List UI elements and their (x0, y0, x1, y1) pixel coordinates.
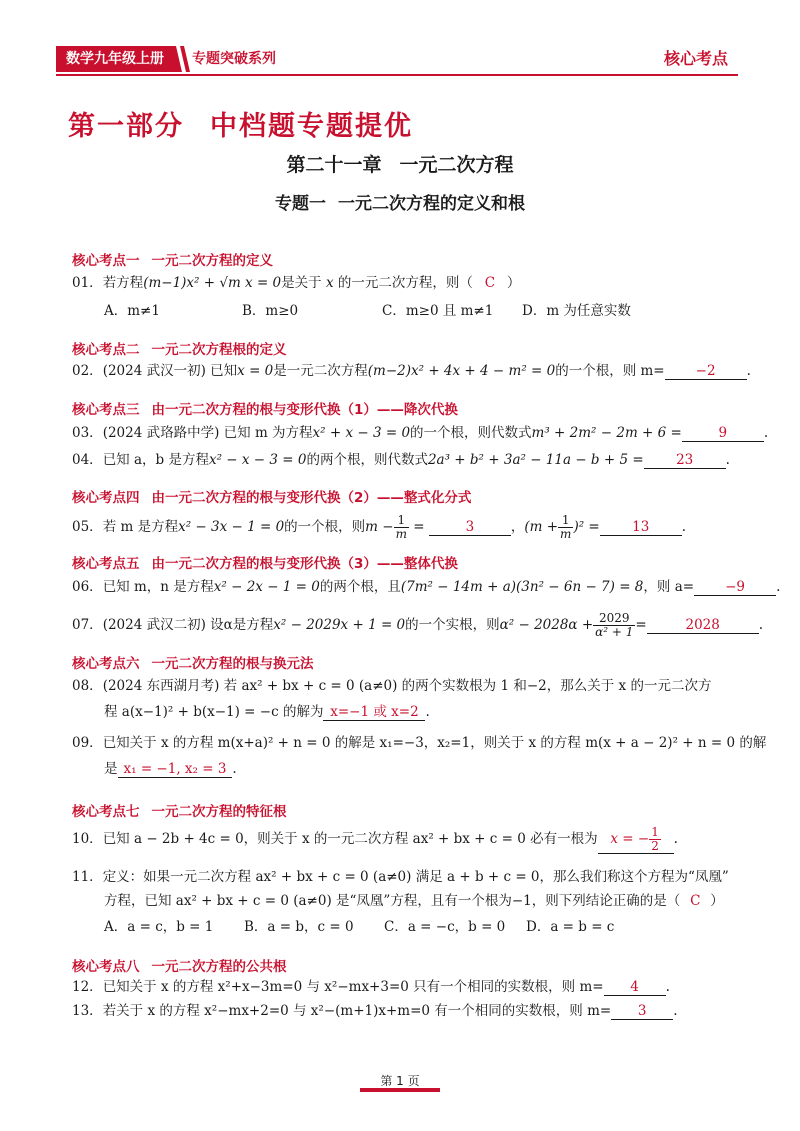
q01-options (104, 302, 631, 320)
section-heading-5 (72, 552, 458, 572)
fraction-denominator: α² + 1 (595, 625, 634, 639)
question-text: ） (506, 275, 521, 291)
part-title-text: 中档题专题提优 (210, 111, 413, 142)
book-label: 数学九年级上册 (56, 46, 176, 72)
question-text: . (758, 617, 763, 633)
question-08 (72, 677, 711, 695)
question-text: 已知关于 x 的方程 x²+x−3m=0 与 x²−mx+3=0 只有一个相同的实数根，则 m= (102, 979, 604, 995)
question-text: = (635, 617, 647, 633)
question-number: 11． (72, 869, 103, 885)
header-divider (56, 74, 738, 76)
answer-q13: 3 (611, 1003, 673, 1020)
question-09-line2 (104, 760, 237, 778)
question-03 (72, 424, 768, 442)
math-expression: x = 0 (237, 363, 274, 379)
math-expression: x² − 2029x + 1 = 0 (273, 617, 406, 633)
answer-q10-sign: x = − (610, 831, 650, 847)
question-number: 13． (72, 1003, 103, 1019)
question-text: 是关于 (281, 275, 322, 291)
answer-q09: x₁ = −1, x₂ = 3 (118, 761, 233, 778)
option-a: A．a = c，b = 1 (104, 919, 214, 935)
fraction (394, 514, 409, 541)
math-expression: )² = (573, 519, 600, 535)
question-text: 已知关于 x 的方程 m(x+a)² + n = 0 的解是 x₁=−3，x₂=1，则关于 x 的方程 m(x + a − 2)² + n = 0 的解 (102, 735, 767, 751)
question-number: 01． (72, 275, 103, 291)
section-heading-2 (72, 338, 287, 358)
answer-q11: C (690, 893, 701, 909)
question-text: 若 m 是方程 (102, 519, 179, 535)
fraction (649, 826, 661, 853)
section-heading-3 (72, 398, 458, 418)
question-text: 已知 m，n 是方程 (102, 579, 214, 595)
question-text: 是 (104, 761, 118, 777)
fraction-denominator: m (395, 527, 407, 541)
section-name: 一元二次方程的根与换元法 (151, 656, 314, 672)
question-text: 若关于 x 的方程 x²−mx+2=0 与 x²−(m+1)x+m=0 有一个相同的实数根，则 m= (102, 1003, 612, 1019)
question-text: (2024 武汉一初) 已知 (102, 363, 238, 379)
question-text: 的一元二次方程，则（ (337, 275, 473, 291)
question-text: . (673, 1003, 678, 1019)
section-heading-6 (72, 652, 314, 672)
section-heading-4 (72, 486, 471, 506)
part-title (68, 104, 413, 143)
math-expression: x² + x − 3 = 0 (312, 425, 411, 441)
option-d: D．a = b = c (526, 919, 615, 935)
question-text: 方程，已知 ax² + bx + c = 0 (a≠0) 是“凤凰”方程，且有一个根为−1，则下列结论正确的是（ (104, 893, 681, 909)
question-text: 的一个根，则 (284, 519, 366, 535)
q11-options (104, 918, 614, 936)
section-heading-8 (72, 955, 287, 975)
topic-title (0, 189, 800, 214)
chapter-title (0, 150, 800, 177)
question-text: 若方程 (102, 275, 144, 291)
question-text: 的两个根，则代数式 (306, 452, 428, 468)
chapter-name: 一元二次方程 (399, 154, 514, 176)
fraction (593, 612, 635, 639)
question-text: . (681, 519, 687, 535)
math-expression: x² − 3x − 1 = 0 (178, 519, 285, 535)
page-header (0, 44, 800, 78)
question-09 (72, 734, 766, 752)
question-07 (72, 612, 763, 639)
question-06 (72, 578, 780, 596)
question-text: ） (710, 893, 724, 909)
option-c: C．a = −c，b = 0 (384, 919, 506, 935)
section-heading-1 (72, 249, 273, 269)
question-number: 06． (72, 579, 103, 595)
math-expression: m³ + 2m² − 2m + 6 = (531, 425, 682, 441)
fraction-denominator: 2 (651, 839, 659, 853)
question-text: 的一个根，则 m= (555, 363, 665, 379)
math-variable: x (325, 275, 334, 291)
answer-q12: 4 (604, 979, 666, 996)
question-text: 程 a(x−1)² + b(x−1) = −c 的解为 (104, 704, 324, 720)
option-b: B．a = b，c = 0 (244, 919, 354, 935)
question-text: 已知 a，b 是方程 (102, 452, 209, 468)
question-number: 05． (72, 519, 103, 535)
question-13 (72, 1002, 678, 1020)
question-number: 12． (72, 979, 103, 995)
section-label: 核心考点二 (72, 342, 140, 358)
question-11 (72, 868, 729, 886)
section-name: 由一元二次方程的根与变形代换（2）——整式化分式 (151, 490, 472, 506)
answer-q01: C (484, 275, 496, 291)
fraction-denominator: m (560, 527, 572, 541)
topic-name: 一元二次方程的定义和根 (338, 194, 525, 214)
footer-accent-bar (360, 1088, 440, 1092)
option-d: D．m 为任意实数 (522, 303, 631, 319)
section-name: 由一元二次方程的根与变形代换（3）——整体代换 (151, 556, 458, 572)
answer-q06: −9 (694, 579, 776, 596)
section-name: 一元二次方程的定义 (151, 253, 273, 269)
answer-q03: 9 (682, 425, 764, 442)
question-text: 的一个根，则代数式 (410, 425, 532, 441)
page-number: 第 1 页 (380, 1074, 420, 1088)
fraction-numerator: 1 (394, 514, 409, 528)
question-text: ，则 a= (643, 579, 695, 595)
question-08-line2 (104, 703, 430, 721)
header-section-label: 核心考点 (663, 49, 728, 68)
question-text: . (673, 831, 678, 847)
question-number: 07． (72, 617, 103, 633)
math-expression: x² − 2x − 1 = 0 (213, 579, 320, 595)
chapter-number: 第二十一章 (286, 154, 382, 176)
math-expression: (7m² − 14m + a)(3n² − 6n − 7) = 8 (400, 579, 644, 595)
question-text: 已知 a − 2b + 4c = 0，则关于 x 的一元二次方程 ax² + bx + c = 0 必有一根为 (102, 831, 598, 847)
question-05: 05．若 m 是方程x² − 3x − 1 = 0的一个根，则m − $\frac{1}{m}$ = 3 ，(m + $\frac{1}{m}$ )² = 13 . (72, 513, 687, 541)
question-01 (72, 274, 520, 292)
question-number: 09． (72, 735, 103, 751)
answer-q05-2: 13 (600, 519, 682, 536)
question-text: . (776, 579, 781, 595)
question-text: (2024 武汉二初) 设α是方程 (102, 617, 274, 633)
section-name: 一元二次方程根的定义 (151, 342, 287, 358)
question-text: (2024 东西湖月考) 若 ax² + bx + c = 0 (a≠0) 的两个实数根为 1 和−2，那么关于 x 的一元二次方 (102, 678, 712, 694)
fraction-numerator: 2029 (593, 612, 635, 626)
header-slash-decoration (168, 46, 192, 72)
question-text: . (665, 979, 670, 995)
question-text: . (232, 761, 237, 777)
section-label: 核心考点四 (72, 490, 140, 506)
section-label: 核心考点一 (72, 253, 140, 269)
answer-q02: −2 (665, 363, 747, 380)
section-name: 一元二次方程的公共根 (151, 959, 287, 975)
fraction-numerator: 1 (558, 514, 573, 528)
question-text: 定义：如果一元二次方程 ax² + bx + c = 0 (a≠0) 满足 a + b + c = 0，那么我们称这个方程为“凤凰” (102, 869, 729, 885)
section-label: 核心考点七 (72, 804, 140, 820)
section-heading-7 (72, 800, 287, 820)
option-a: A．m≠1 (104, 303, 160, 319)
math-expression: α² − 2028α + (499, 617, 594, 633)
series-label: 专题突破系列 (192, 51, 276, 67)
math-expression: (m−1)x² + √m x = 0 (143, 275, 282, 291)
question-text: ， (510, 519, 525, 535)
question-text: (2024 武珞路中学) 已知 m 为方程 (102, 425, 313, 441)
math-expression: m − (365, 519, 394, 535)
math-expression: (m + (524, 519, 559, 535)
question-number: 08． (72, 678, 103, 694)
answer-q05-1: 3 (429, 519, 511, 536)
question-number: 02． (72, 363, 103, 379)
option-b: B．m≥0 (242, 303, 299, 319)
answer-q10 (598, 826, 674, 854)
section-name: 一元二次方程的特征根 (151, 804, 287, 820)
part-title-number: 第一部分 (68, 111, 184, 142)
section-label: 核心考点八 (72, 959, 140, 975)
option-c: C．m≥0 且 m≠1 (382, 303, 494, 319)
question-text: . (763, 425, 769, 441)
topic-number: 专题一 (275, 194, 326, 214)
question-text: . (725, 452, 730, 468)
question-text: . (425, 704, 430, 720)
section-label: 核心考点三 (72, 402, 140, 418)
question-number: 03． (72, 425, 103, 441)
question-04 (72, 451, 730, 469)
answer-q08: x=−1 或 x=2 (323, 704, 425, 721)
answer-q04: 23 (644, 452, 726, 469)
section-name: 由一元二次方程的根与变形代换（1）——降次代换 (151, 402, 458, 418)
question-12 (72, 978, 670, 996)
question-11-line2 (104, 892, 724, 910)
question-10 (72, 826, 678, 854)
question-number: 10． (72, 831, 103, 847)
question-number: 04． (72, 452, 103, 468)
question-02 (72, 362, 751, 380)
section-label: 核心考点六 (72, 656, 140, 672)
question-text: 是一元二次方程 (273, 363, 368, 379)
fraction-numerator: 1 (651, 825, 659, 839)
question-text: 的一个实根，则 (405, 617, 500, 633)
math-expression: (m−2)x² + 4x + 4 − m² = 0 (367, 363, 556, 379)
question-text: . (746, 363, 751, 379)
fraction (558, 514, 573, 541)
answer-q07: 2028 (647, 617, 759, 634)
question-text: 的两个根，且 (319, 579, 401, 595)
math-expression: 2a³ + b² + 3a² − 11a − b + 5 = (427, 452, 644, 468)
section-label: 核心考点五 (72, 556, 140, 572)
math-expression: x² − x − 3 = 0 (208, 452, 307, 468)
